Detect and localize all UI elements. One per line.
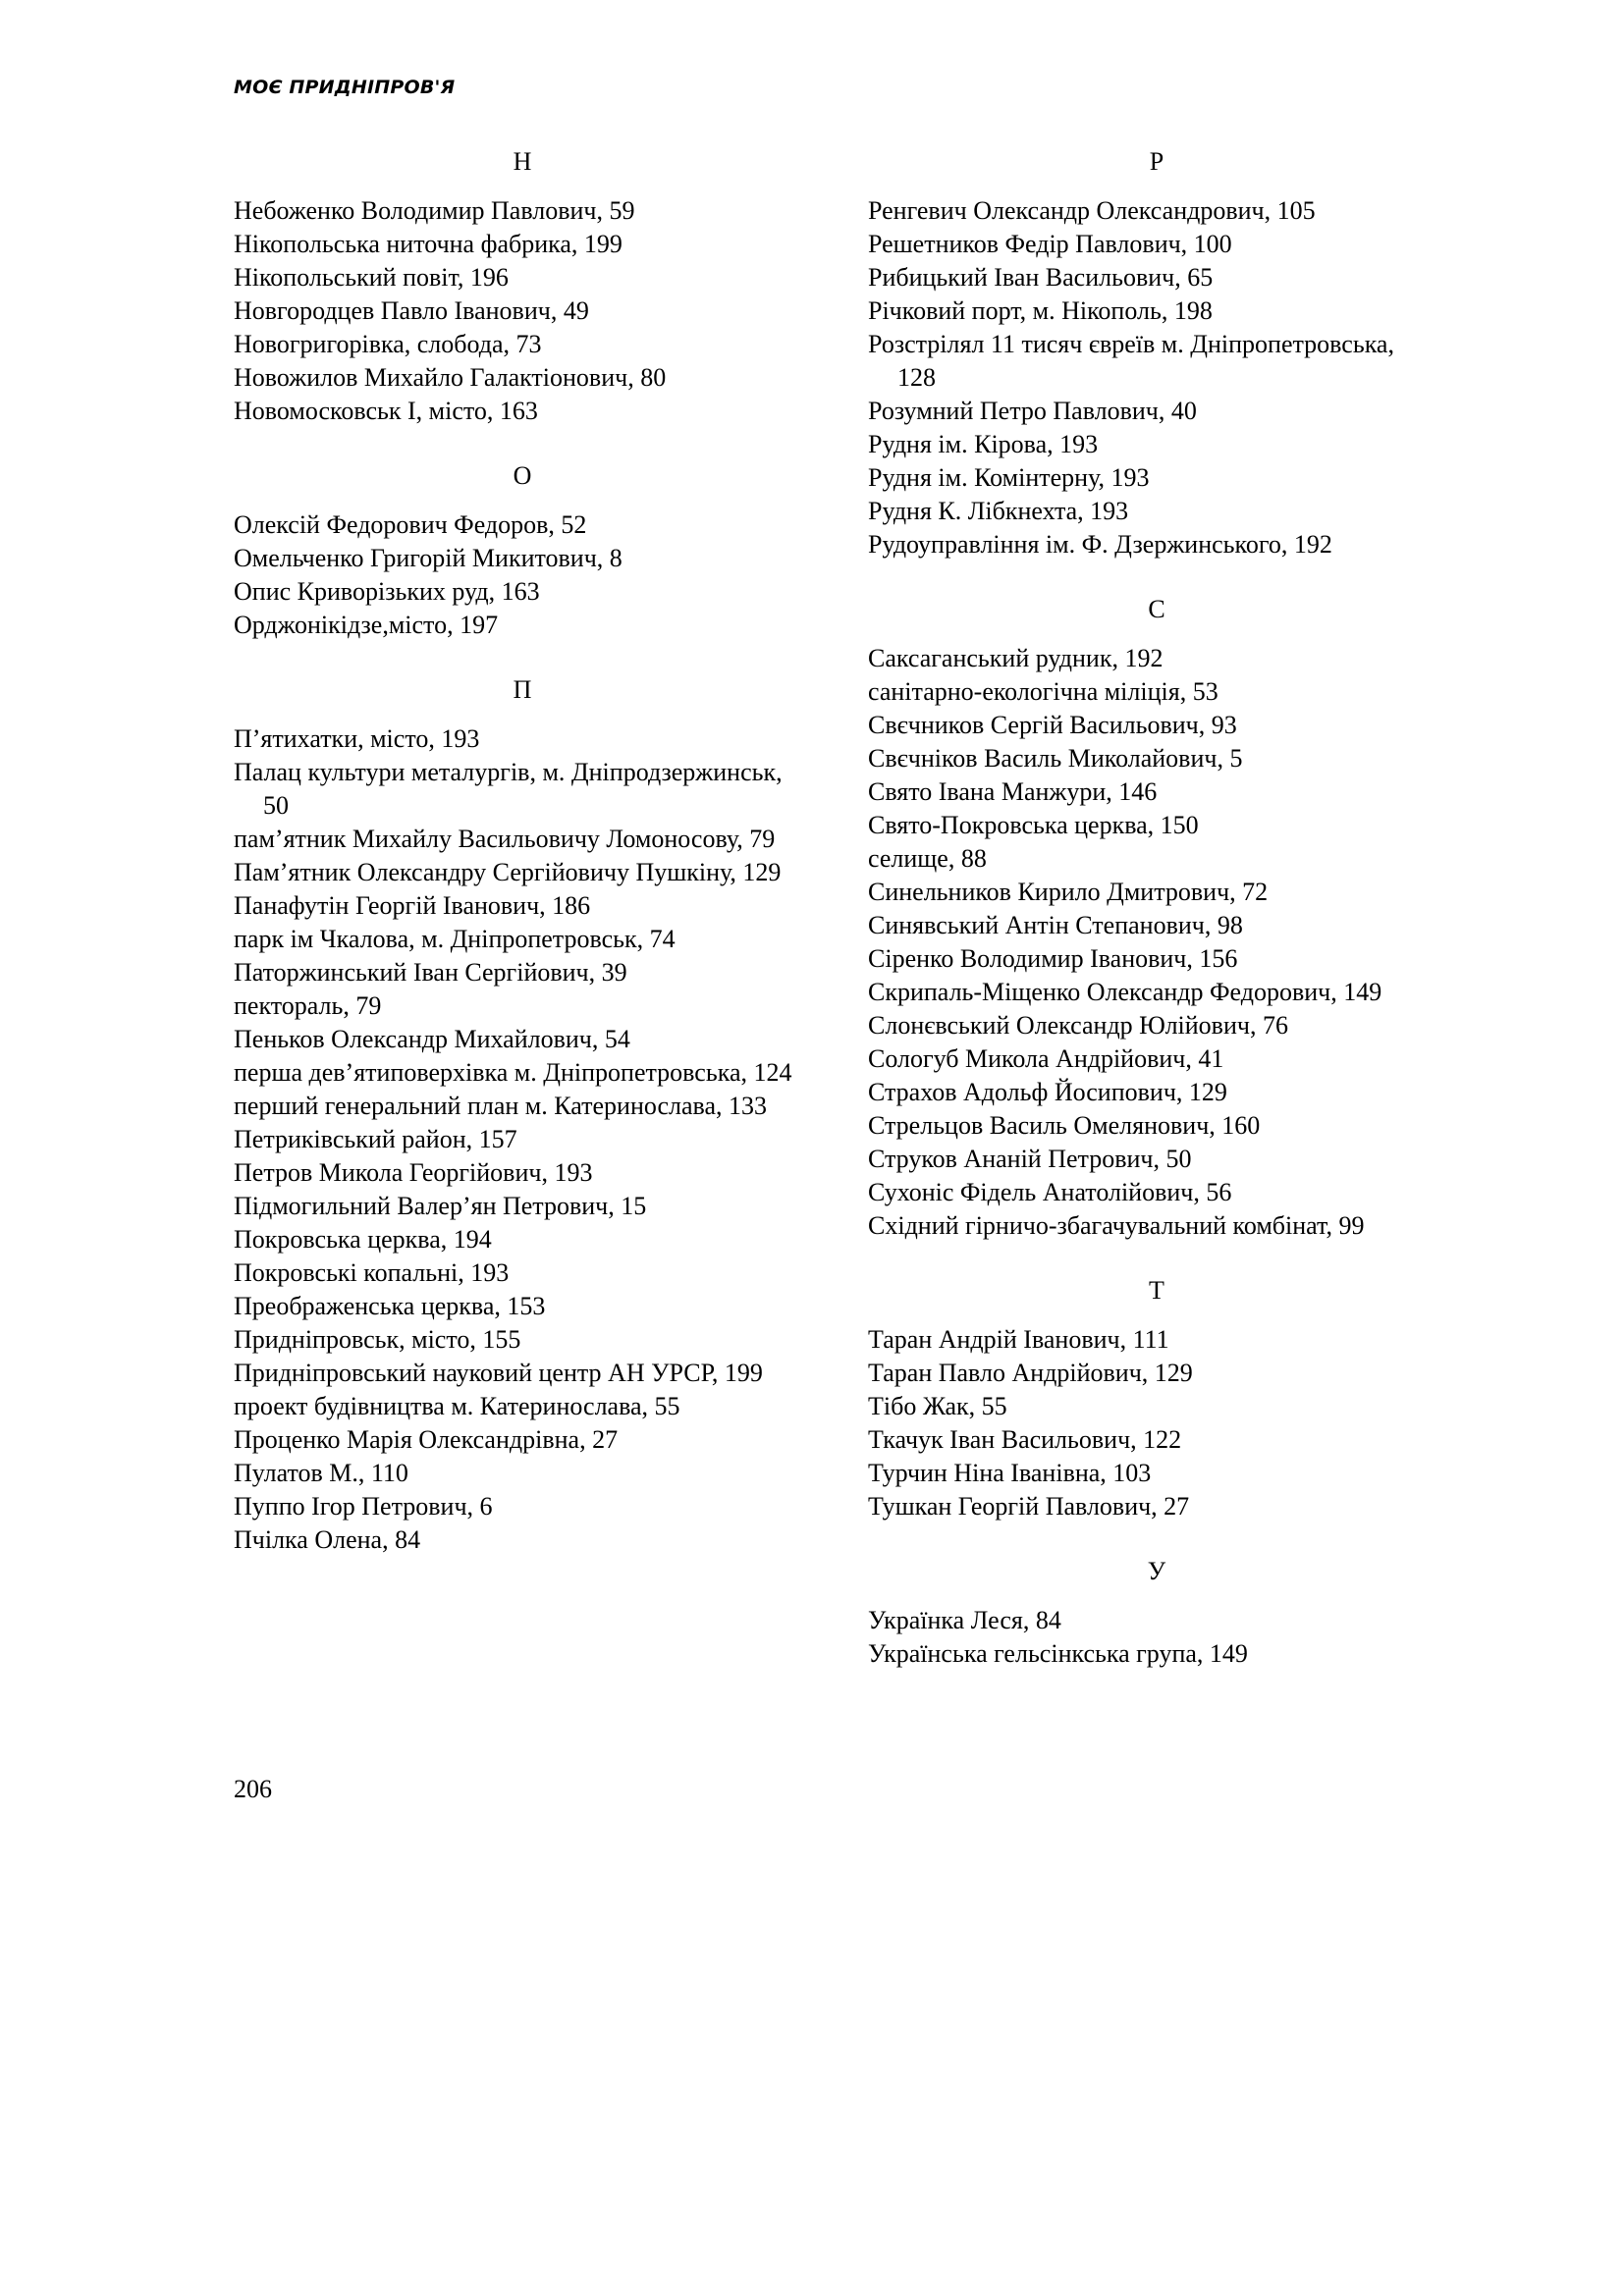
index-entry: Рудня К. Лібкнехта, 193 [868, 497, 1129, 525]
index-section [868, 1274, 1437, 1523]
section-letter: Т [1149, 1276, 1164, 1305]
section-letter: С [1148, 595, 1165, 623]
index-entry: Ренгевич Олександр Олександрович, 105 [868, 196, 1316, 225]
index-entry: перший генеральний план м. Катеринослава, 133 [234, 1092, 768, 1120]
index-entry: Слонєвський Олександр Юлійович, 76 [868, 1011, 1288, 1040]
index-entry: Панафутін Георгій Іванович, 186 [234, 891, 591, 920]
index-entry: Синельников Кирило Дмитрович, 72 [868, 878, 1269, 906]
index-entry: Орджонікідзе,місто, 197 [234, 611, 499, 639]
index-entry: Придніпровський науковий центр АН УРСР, 199 [234, 1359, 763, 1387]
index-entry: Сіренко Володимир Іванович, 156 [868, 944, 1238, 973]
index-entry: Таран Андрій Іванович, 111 [868, 1325, 1169, 1354]
index-entry: Новогригорівка, слобода, 73 [234, 330, 542, 358]
index-entry: Скрипаль-Міщенко Олександр Федорович, 149 [868, 978, 1382, 1006]
index-entry: Саксаганський рудник, 192 [868, 644, 1164, 672]
index-section [234, 673, 803, 1557]
index-entry: Преображенська церква, 153 [234, 1292, 546, 1320]
index-entry: Страхов Адольф Йосипович, 129 [868, 1078, 1227, 1106]
page-number: 206 [234, 1775, 272, 1803]
index-entry: Свєчніков Василь Миколайович, 5 [868, 744, 1243, 773]
index-entry: Таран Павло Андрійович, 129 [868, 1359, 1193, 1387]
index-entry: Петриківський район, 157 [234, 1125, 517, 1153]
index-entry: П’ятихатки, місто, 193 [234, 724, 480, 753]
index-entry: Нікопольська ниточна фабрика, 199 [234, 230, 623, 258]
index-entry: Сологуб Микола Андрійович, 41 [868, 1044, 1224, 1073]
index-entry: Розумний Петро Павлович, 40 [868, 397, 1197, 425]
running-header: МОЄ ПРИДНІПРОВ'Я [234, 77, 456, 98]
index-entry: Стрельцов Василь Омелянович, 160 [868, 1111, 1261, 1140]
section-letter: У [1147, 1557, 1166, 1585]
index-entry: Небоженко Володимир Павлович, 59 [234, 196, 635, 225]
index-entry: Пеньков Олександр Михайлович, 54 [234, 1025, 630, 1053]
index-entry: Українська гельсінкська група, 149 [868, 1639, 1248, 1668]
index-entry: Омельченко Григорій Микитович, 8 [234, 544, 623, 572]
index-entry: Свято-Покровська церква, 150 [868, 811, 1199, 839]
index-entry: Новгородцев Павло Іванович, 49 [234, 296, 589, 325]
index-entry: Ткачук Іван Васильович, 122 [868, 1425, 1182, 1454]
index-column-left [234, 145, 803, 1588]
index-entry: Рибицький Іван Васильович, 65 [868, 263, 1214, 292]
index-section [868, 145, 1437, 561]
index-entry: Покровська церква, 194 [234, 1225, 492, 1254]
index-entry: Рудня ім. Кірова, 193 [868, 430, 1099, 458]
index-section [868, 593, 1437, 1243]
index-entry: Українка Леся, 84 [868, 1606, 1061, 1634]
index-entry: Синявський Антін Степанович, 98 [868, 911, 1243, 939]
index-entry: перша дев’ятиповерхівка м. Дніпропетровська, 124 [234, 1058, 792, 1087]
index-entry: Річковий порт, м. Нікополь, 198 [868, 296, 1213, 325]
index-entry: парк ім Чкалова, м. Дніпропетровськ, 74 [234, 925, 676, 953]
index-entry: пам’ятник Михайлу Васильовичу Ломоносову, 79 [234, 825, 776, 853]
index-entry: Покровські копальні, 193 [234, 1258, 510, 1287]
index-section [868, 1555, 1437, 1671]
index-entry: Пчілка Олена, 84 [234, 1525, 421, 1554]
section-letter: П [513, 675, 532, 704]
index-entry: Рудоуправління ім. Ф. Дзержинського, 192 [868, 530, 1332, 559]
section-letter: Р [1149, 147, 1164, 176]
section-letter: О [513, 461, 532, 490]
index-entry: Рудня ім. Комінтерну, 193 [868, 463, 1150, 492]
index-entry: санітарно-екологічна міліція, 53 [868, 677, 1218, 706]
index-entry: Східний гірничо-збагачувальний комбінат, 99 [868, 1211, 1365, 1240]
index-entry: Тушкан Георгій Павлович, 27 [868, 1492, 1190, 1521]
index-entry: Свято Івана Манжури, 146 [868, 777, 1158, 806]
index-entry: Паторжинський Іван Сергійович, 39 [234, 958, 627, 987]
index-entry: Підмогильний Валер’ян Петрович, 15 [234, 1192, 647, 1220]
index-entry: Нікопольський повіт, 196 [234, 263, 509, 292]
index-entry: Струков Ананій Петрович, 50 [868, 1145, 1192, 1173]
index-column-right [868, 145, 1437, 1702]
index-entry: селище, 88 [868, 844, 987, 873]
section-letter: Н [513, 147, 532, 176]
index-entry: Петров Микола Георгійович, 193 [234, 1158, 593, 1187]
index-entry: Палац культури металургів, м. Дніпродзержинськ, 50 [234, 758, 783, 820]
index-entry: пектораль, 79 [234, 991, 382, 1020]
index-entry: Придніпровськ, місто, 155 [234, 1325, 521, 1354]
index-entry: Опис Криворізьких руд, 163 [234, 577, 540, 606]
index-entry: Турчин Ніна Іванівна, 103 [868, 1459, 1152, 1487]
index-entry: Новожилов Михайло Галактіонович, 80 [234, 363, 667, 392]
index-entry: Пулатов М., 110 [234, 1459, 408, 1487]
index-entry: Тібо Жак, 55 [868, 1392, 1007, 1420]
index-entry: Пуппо Ігор Петрович, 6 [234, 1492, 493, 1521]
index-entry: Сухоніс Фідель Анатолійович, 56 [868, 1178, 1232, 1206]
index-section [234, 145, 803, 428]
index-entry: Новомосковськ І, місто, 163 [234, 397, 538, 425]
index-entry: Олексій Федорович Федоров, 52 [234, 510, 587, 539]
index-entry: Пам’ятник Олександру Сергійовичу Пушкіну, 129 [234, 858, 782, 886]
index-entry: Свєчников Сергій Васильович, 93 [868, 711, 1237, 739]
index-entry: Проценко Марія Олександрівна, 27 [234, 1425, 619, 1454]
index-entry: проект будівництва м. Катеринослава, 55 [234, 1392, 680, 1420]
index-section [234, 459, 803, 642]
index-entry: Розстрілял 11 тисяч євреїв м. Дніпропетровська, 128 [868, 330, 1394, 392]
index-entry: Решетников Федір Павлович, 100 [868, 230, 1232, 258]
